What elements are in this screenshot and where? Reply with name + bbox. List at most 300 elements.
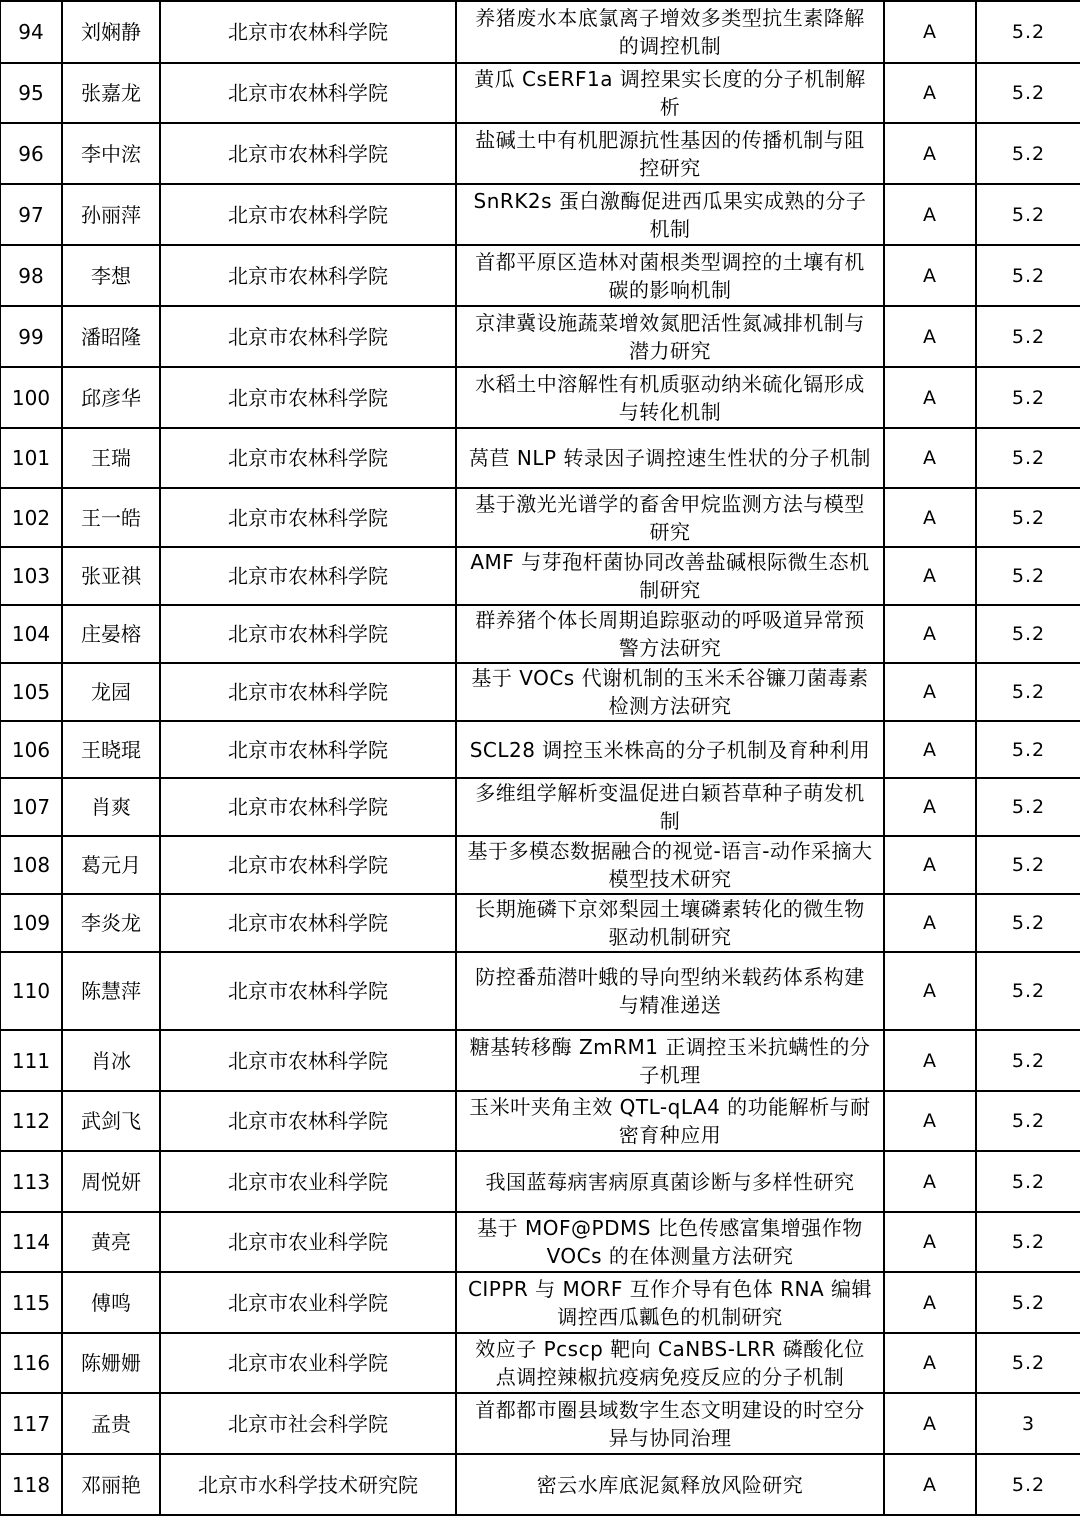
funding-amount: 5.2 (1011, 565, 1046, 587)
funding-level-cell (884, 306, 976, 367)
funding-level-cell (884, 894, 976, 952)
row-number-cell (0, 1151, 62, 1212)
row-number: 102 (11, 505, 51, 530)
project-title: 水稻土中溶解性有机质驱动纳米硫化镉形成与转化机制 (475, 371, 865, 424)
project-title: 糖基转移酶 ZmRM1 正调控玉米抗螨性的分子机理 (469, 1034, 871, 1087)
row-number: 94 (18, 20, 44, 44)
funding-level: A (923, 1170, 937, 1193)
project-title: CIPPR 与 MORF 互作介导有色体 RNA 编辑调控西瓜瓤色的机制研究 (467, 1276, 873, 1329)
funding-level: A (923, 681, 937, 703)
funding-level: A (923, 854, 937, 876)
funding-amount-cell (976, 952, 1080, 1030)
institution-name: 北京市农业科学院 (228, 1230, 388, 1254)
row-number: 109 (11, 911, 51, 935)
institution-name: 北京市农林科学院 (228, 622, 388, 646)
institution-name-cell (160, 1030, 456, 1091)
funding-amount-cell (976, 605, 1080, 663)
row-number-cell (0, 1454, 62, 1515)
row-number: 105 (11, 680, 51, 704)
institution-name-cell (160, 1151, 456, 1212)
project-title-cell (456, 488, 884, 547)
funding-level: A (923, 1049, 937, 1072)
row-number-cell (0, 1, 62, 63)
project-title-cell (456, 1030, 884, 1091)
row-number-cell (0, 1272, 62, 1333)
table-row (0, 1393, 1080, 1454)
funding-level: A (923, 1231, 937, 1253)
applicant-name: 龙园 (91, 680, 131, 704)
table-row (0, 663, 1080, 721)
applicant-name: 王晓琨 (81, 737, 141, 762)
applicant-name-cell (62, 1272, 160, 1333)
project-title: 首都平原区造林对菌根类型调控的土壤有机碳的影响机制 (475, 249, 865, 302)
funding-level: A (923, 447, 937, 469)
applicant-name-cell (62, 663, 160, 721)
funding-level: A (923, 738, 937, 761)
project-title-cell (456, 306, 884, 367)
institution-name-cell (160, 663, 456, 721)
applicant-name: 武剑飞 (81, 1109, 141, 1133)
funding-amount: 5.2 (1011, 980, 1046, 1002)
institution-name-cell (160, 488, 456, 547)
row-number: 104 (11, 622, 51, 646)
table-row (0, 367, 1080, 428)
institution-name-cell (160, 306, 456, 367)
applicant-name-cell (62, 123, 160, 184)
applicant-name-cell (62, 63, 160, 123)
row-number-cell (0, 367, 62, 428)
project-title-cell (456, 547, 884, 605)
table-row (0, 123, 1080, 184)
funding-amount: 5.2 (1011, 738, 1046, 761)
institution-name-cell (160, 778, 456, 836)
institution-name-cell (160, 428, 456, 488)
institution-name-cell (160, 952, 456, 1030)
institution-name: 北京市农林科学院 (228, 979, 388, 1003)
applicant-name: 肖爽 (91, 795, 131, 819)
project-title: 养猪废水本底氯离子增效多类型抗生素降解的调控机制 (475, 6, 865, 58)
institution-name: 北京市农林科学院 (228, 1109, 388, 1133)
applicant-name: 邓丽艳 (81, 1472, 141, 1497)
project-title: SnRK2s 蛋白激酶促进西瓜果实成熟的分子机制 (473, 188, 867, 241)
row-number: 96 (18, 141, 44, 166)
table-row (0, 1091, 1080, 1151)
project-title: 首都都市圈县域数字生态文明建设的时空分异与协同治理 (475, 1397, 865, 1450)
applicant-name-cell (62, 547, 160, 605)
project-title-cell (456, 123, 884, 184)
institution-name: 北京市农林科学院 (228, 202, 388, 227)
applicant-name: 肖冰 (91, 1048, 131, 1073)
project-title-cell (456, 184, 884, 245)
funding-amount: 5.2 (1011, 447, 1046, 469)
funding-level: A (923, 796, 937, 818)
applicant-name-cell (62, 1454, 160, 1515)
applicant-name: 张嘉龙 (81, 81, 141, 105)
project-title: 效应子 Pcscp 靶向 CaNBS-LRR 磷酸化位点调控辣椒抗疫病免疫反应的分子机制 (475, 1337, 865, 1389)
institution-name-cell (160, 721, 456, 778)
project-title-cell (456, 894, 884, 952)
funding-amount-cell (976, 1, 1080, 63)
funding-amount: 5.2 (1011, 325, 1046, 348)
institution-name: 北京市农林科学院 (228, 81, 388, 105)
funding-amount: 5.2 (1011, 796, 1046, 818)
funding-level: A (923, 1473, 937, 1496)
applicant-name-cell (62, 488, 160, 547)
funding-amount: 5.2 (1011, 1231, 1046, 1253)
institution-name: 北京市农林科学院 (228, 263, 388, 288)
row-number: 101 (11, 446, 51, 470)
institution-name: 北京市社会科学院 (228, 1411, 388, 1436)
funding-level: A (923, 623, 937, 645)
funding-amount: 5.2 (1011, 1049, 1046, 1072)
institution-name: 北京市农林科学院 (228, 385, 388, 410)
funding-level-cell (884, 63, 976, 123)
funding-level: A (923, 1291, 937, 1314)
funding-amount-cell (976, 894, 1080, 952)
applicant-name: 刘娴静 (81, 20, 141, 44)
project-title: 黄瓜 CsERF1a 调控果实长度的分子机制解析 (474, 67, 866, 119)
applicant-name-cell (62, 306, 160, 367)
table-row (0, 1333, 1080, 1393)
row-number-cell (0, 1212, 62, 1272)
project-title: 京津冀设施蔬菜增效氮肥活性氮减排机制与潜力研究 (475, 310, 865, 363)
funding-amount-cell (976, 547, 1080, 605)
institution-name: 北京市农业科学院 (228, 1169, 388, 1194)
institution-name: 北京市农林科学院 (228, 324, 388, 349)
table-row (0, 605, 1080, 663)
funding-level-cell (884, 245, 976, 306)
row-number-cell (0, 488, 62, 547)
institution-name: 北京市农业科学院 (228, 1290, 388, 1315)
applicant-name-cell (62, 1030, 160, 1091)
funding-level-cell (884, 663, 976, 721)
funding-amount: 5.2 (1011, 681, 1046, 703)
institution-name-cell (160, 1454, 456, 1515)
institution-name: 北京市农林科学院 (228, 1048, 388, 1073)
funding-amount: 5.2 (1011, 1110, 1046, 1132)
funding-amount-cell (976, 721, 1080, 778)
funding-level-cell (884, 721, 976, 778)
institution-name-cell (160, 1333, 456, 1393)
project-title: 密云水库底泥氮释放风险研究 (536, 1472, 804, 1497)
applicant-name: 孙丽萍 (81, 202, 141, 227)
project-title: 盐碱土中有机肥源抗性基因的传播机制与阻控研究 (475, 127, 865, 180)
row-number-cell (0, 1333, 62, 1393)
row-number-cell (0, 721, 62, 778)
row-number-cell (0, 952, 62, 1030)
row-number-cell (0, 547, 62, 605)
applicant-name: 李中浤 (81, 141, 141, 166)
institution-name: 北京市农林科学院 (228, 446, 388, 470)
applicant-name-cell (62, 428, 160, 488)
applicant-name-cell (62, 1151, 160, 1212)
row-number-cell (0, 63, 62, 123)
row-number: 116 (11, 1351, 51, 1375)
funding-amount-cell (976, 1091, 1080, 1151)
row-number: 115 (11, 1290, 51, 1315)
project-title-cell (456, 1212, 884, 1272)
project-title-cell (456, 836, 884, 894)
project-title: 玉米叶夹角主效 QTL-qLA4 的功能解析与耐密育种应用 (469, 1095, 871, 1147)
project-title: AMF 与芽孢杆菌协同改善盐碱根际微生态机制研究 (470, 550, 870, 602)
applicant-name: 庄晏榕 (81, 622, 141, 646)
applicant-name-cell (62, 1393, 160, 1454)
project-title-cell (456, 367, 884, 428)
applicant-name: 李炎龙 (81, 911, 141, 935)
row-number-cell (0, 605, 62, 663)
row-number: 95 (18, 81, 44, 105)
table-row (0, 1030, 1080, 1091)
project-title: 长期施磷下京郊梨园土壤磷素转化的微生物驱动机制研究 (475, 897, 865, 949)
funding-level: A (923, 82, 937, 104)
funding-level-cell (884, 1454, 976, 1515)
funding-level: A (923, 912, 937, 934)
funding-level-cell (884, 1333, 976, 1393)
funding-amount: 5.2 (1011, 912, 1046, 934)
table-body (0, 1, 1080, 1515)
row-number-cell (0, 428, 62, 488)
funding-amount-cell (976, 488, 1080, 547)
applicant-name-cell (62, 1212, 160, 1272)
project-title-cell (456, 1333, 884, 1393)
project-title: 多维组学解析变温促进白颖苔草种子萌发机制 (475, 781, 865, 833)
project-title: SCL28 调控玉米株高的分子机制及育种利用 (469, 737, 871, 762)
funding-level-cell (884, 605, 976, 663)
institution-name: 北京市农林科学院 (228, 564, 388, 588)
funding-amount: 5.2 (1011, 21, 1046, 43)
funding-level-cell (884, 547, 976, 605)
funding-amount-cell (976, 663, 1080, 721)
funding-amount: 5.2 (1011, 82, 1046, 104)
funding-level: A (923, 264, 937, 287)
applicant-name-cell (62, 184, 160, 245)
row-number-cell (0, 245, 62, 306)
project-title-cell (456, 1454, 884, 1515)
institution-name: 北京市农林科学院 (228, 853, 388, 877)
funding-amount: 3 (1021, 1412, 1036, 1435)
applicant-name: 黄亮 (91, 1230, 131, 1254)
funding-level-cell (884, 1393, 976, 1454)
funding-level: A (923, 386, 937, 409)
funding-level-cell (884, 952, 976, 1030)
applicant-name: 葛元月 (81, 853, 141, 877)
table-row (0, 1454, 1080, 1515)
institution-name-cell (160, 547, 456, 605)
applicant-name: 李想 (91, 263, 131, 288)
applicant-name: 潘昭隆 (81, 324, 141, 349)
applicant-name: 陈慧萍 (81, 979, 141, 1003)
applicant-name-cell (62, 836, 160, 894)
applicant-name-cell (62, 894, 160, 952)
institution-name-cell (160, 1, 456, 63)
funding-level-cell (884, 367, 976, 428)
institution-name: 北京市农林科学院 (228, 141, 388, 166)
applicant-name-cell (62, 245, 160, 306)
applicant-name-cell (62, 952, 160, 1030)
funding-level-cell (884, 1, 976, 63)
row-number-cell (0, 778, 62, 836)
project-title-cell (456, 1, 884, 63)
institution-name-cell (160, 1212, 456, 1272)
applicant-name-cell (62, 367, 160, 428)
project-title-cell (456, 245, 884, 306)
row-number: 106 (11, 737, 51, 762)
project-title: 防控番茄潜叶蛾的导向型纳米载药体系构建与精准递送 (475, 965, 865, 1017)
row-number: 107 (11, 795, 51, 819)
table-row (0, 63, 1080, 123)
institution-name: 北京市农业科学院 (228, 1351, 388, 1375)
funding-level: A (923, 980, 937, 1002)
row-number: 97 (18, 202, 44, 227)
funding-amount-cell (976, 63, 1080, 123)
funding-amount-cell (976, 245, 1080, 306)
institution-name: 北京市农林科学院 (228, 911, 388, 935)
funding-amount: 5.2 (1011, 264, 1046, 287)
funding-level: A (923, 325, 937, 348)
funding-amount-cell (976, 1030, 1080, 1091)
funding-level: A (923, 1412, 937, 1435)
row-number-cell (0, 1030, 62, 1091)
funding-level-cell (884, 836, 976, 894)
project-title-cell (456, 778, 884, 836)
table-row (0, 184, 1080, 245)
funding-amount: 5.2 (1011, 1473, 1046, 1496)
table-row (0, 1212, 1080, 1272)
applicant-name-cell (62, 721, 160, 778)
institution-name: 北京市农林科学院 (228, 737, 388, 762)
project-title-cell (456, 605, 884, 663)
row-number: 112 (11, 1109, 51, 1133)
funding-amount: 5.2 (1011, 386, 1046, 409)
funding-level-cell (884, 778, 976, 836)
funding-amount: 5.2 (1011, 142, 1046, 165)
row-number: 99 (18, 324, 44, 349)
funding-level-cell (884, 428, 976, 488)
applicant-name: 张亚祺 (81, 564, 141, 588)
table-row (0, 428, 1080, 488)
table-row (0, 1151, 1080, 1212)
institution-name-cell (160, 836, 456, 894)
project-title-cell (456, 1091, 884, 1151)
applicant-name: 傅鸣 (91, 1290, 131, 1315)
applicant-name-cell (62, 1, 160, 63)
table-row (0, 836, 1080, 894)
project-title: 我国蓝莓病害病原真菌诊断与多样性研究 (485, 1169, 855, 1194)
table-row (0, 778, 1080, 836)
row-number-cell (0, 306, 62, 367)
funding-amount-cell (976, 1333, 1080, 1393)
funding-level-cell (884, 123, 976, 184)
institution-name-cell (160, 123, 456, 184)
table-row (0, 952, 1080, 1030)
row-number-cell (0, 1393, 62, 1454)
funding-level: A (923, 1352, 937, 1374)
funding-level-cell (884, 1091, 976, 1151)
institution-name-cell (160, 1091, 456, 1151)
institution-name-cell (160, 63, 456, 123)
funding-level: A (923, 565, 937, 587)
table-row (0, 1, 1080, 63)
funding-level: A (923, 203, 937, 226)
table-row (0, 721, 1080, 778)
institution-name: 北京市农林科学院 (228, 20, 388, 44)
table-row (0, 1272, 1080, 1333)
funding-amount-cell (976, 428, 1080, 488)
funding-level-cell (884, 184, 976, 245)
applicant-name: 陈姗姗 (81, 1351, 141, 1375)
row-number: 108 (11, 853, 51, 877)
institution-name-cell (160, 605, 456, 663)
funding-amount-cell (976, 306, 1080, 367)
project-title-cell (456, 1393, 884, 1454)
funding-amount-cell (976, 1212, 1080, 1272)
table-row (0, 245, 1080, 306)
funding-amount-cell (976, 1454, 1080, 1515)
project-title: 基于 VOCs 代谢机制的玉米禾谷镰刀菌毒素检测方法研究 (471, 666, 869, 718)
funding-level: A (923, 1110, 937, 1132)
table-row (0, 488, 1080, 547)
row-number: 110 (11, 979, 51, 1003)
funding-level: A (923, 506, 937, 529)
row-number: 114 (11, 1230, 51, 1254)
funding-amount: 5.2 (1011, 506, 1046, 529)
project-title: 群养猪个体长周期追踪驱动的呼吸道异常预警方法研究 (475, 608, 865, 660)
applicant-name: 王瑞 (91, 446, 131, 470)
funding-amount-cell (976, 123, 1080, 184)
funding-level: A (923, 142, 937, 165)
applicant-name-cell (62, 605, 160, 663)
funding-amount-cell (976, 1151, 1080, 1212)
institution-name-cell (160, 1393, 456, 1454)
funding-level-cell (884, 1030, 976, 1091)
institution-name-cell (160, 245, 456, 306)
row-number-cell (0, 663, 62, 721)
row-number: 117 (11, 1411, 51, 1436)
funding-amount: 5.2 (1011, 1170, 1046, 1193)
institution-name-cell (160, 184, 456, 245)
funding-amount: 5.2 (1011, 854, 1046, 876)
row-number: 113 (11, 1169, 51, 1194)
institution-name-cell (160, 1272, 456, 1333)
funding-amount-cell (976, 778, 1080, 836)
funding-level: A (923, 21, 937, 43)
funding-amount: 5.2 (1011, 623, 1046, 645)
institution-name: 北京市农林科学院 (228, 680, 388, 704)
applicant-name: 周悦妍 (81, 1169, 141, 1194)
project-title: 基于 MOF@PDMS 比色传感富集增强作物 VOCs 的在体测量方法研究 (477, 1216, 863, 1268)
funding-level-cell (884, 1151, 976, 1212)
institution-name: 北京市农林科学院 (228, 505, 388, 530)
row-number: 111 (11, 1048, 51, 1073)
row-number-cell (0, 836, 62, 894)
row-number-cell (0, 123, 62, 184)
project-title: 基于激光光谱学的畜舍甲烷监测方法与模型研究 (475, 491, 865, 544)
table-row (0, 894, 1080, 952)
project-title-cell (456, 428, 884, 488)
applicant-name: 孟贵 (91, 1411, 131, 1436)
project-title: 基于多模态数据融合的视觉-语言-动作采摘大模型技术研究 (467, 839, 873, 891)
applicant-name: 邱彦华 (81, 385, 141, 410)
row-number: 118 (11, 1472, 51, 1497)
funding-amount: 5.2 (1011, 1291, 1046, 1314)
funding-level-cell (884, 1272, 976, 1333)
row-number: 98 (18, 263, 44, 288)
project-title-cell (456, 1151, 884, 1212)
project-title-cell (456, 663, 884, 721)
applicant-name: 王一皓 (81, 505, 141, 530)
row-number: 103 (11, 564, 51, 588)
funding-level-cell (884, 488, 976, 547)
